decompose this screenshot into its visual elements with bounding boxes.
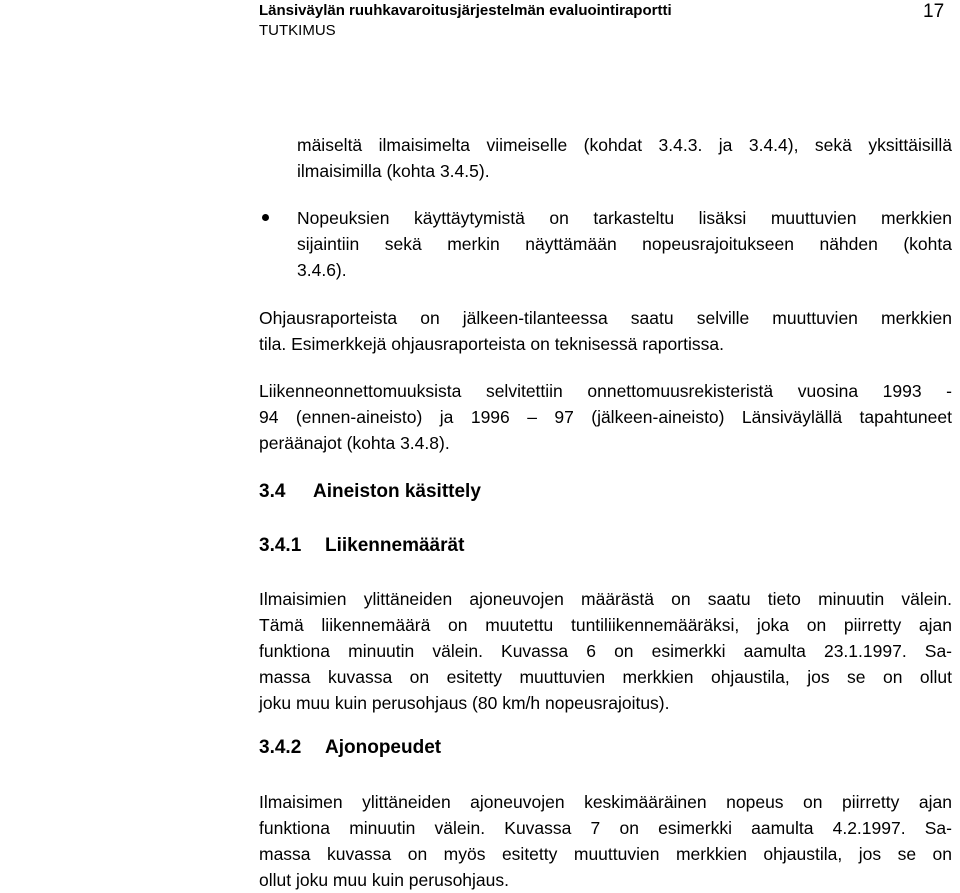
text-line: tila. Esimerkkejä ohjausraporteista on teknisessä raportissa. xyxy=(259,334,724,354)
text-line: peräänajot (kohta 3.4.8). xyxy=(259,433,450,453)
section-heading-3-4-2 xyxy=(259,735,441,761)
report-header-title: Länsiväylän ruuhkavaroitusjärjestelmän evaluointiraportti xyxy=(259,2,672,19)
bullet-point xyxy=(262,214,269,221)
page-number: 17 xyxy=(923,1,945,22)
section-heading-3-4-1 xyxy=(259,533,464,559)
section-title: Ajonopeudet xyxy=(325,737,442,758)
text-line: Ilmaisimien ylittäneiden ajoneuvojen määrästä on saatu tieto minuutin välein. xyxy=(259,589,952,609)
text-line: massa kuvassa on myös esitetty muuttuvien merkkien ohjaustila, jos se on xyxy=(259,844,952,864)
text-line: Ilmaisimen ylittäneiden ajoneuvojen keskimääräinen nopeus on piirretty ajan xyxy=(259,792,952,812)
text-line: Nopeuksien käyttäytymistä on tarkasteltu lisäksi muuttuvien merkkien xyxy=(297,208,952,228)
paragraph-driving-speeds xyxy=(259,789,952,893)
paragraph-control-reports xyxy=(259,305,952,357)
text-line: Liikenneonnettomuuksista selvitettiin onnettomuusrekisteristä vuosina 1993 - xyxy=(259,381,952,401)
text-line: Tämä liikennemäärä on muutettu tuntiliikennemääräksi, joka on piirretty ajan xyxy=(259,615,952,635)
text-line: ilmaisimilla (kohta 3.4.5). xyxy=(297,161,490,181)
text-line: Ohjausraporteista on jälkeen-tilanteessa saatu selville muuttuvien merkkien xyxy=(259,308,952,328)
text-line: ollut joku muu kuin perusohjaus. xyxy=(259,870,510,890)
section-heading-3-4 xyxy=(259,479,481,505)
text-line: funktiona minuutin välein. Kuvassa 6 on esimerkki aamulta 23.1.1997. Sa- xyxy=(259,641,952,661)
text-line: massa kuvassa on esitetty muuttuvien merkkien ohjaustila, jos se on ollut xyxy=(259,667,952,687)
text-line: 94 (ennen-aineisto) ja 1996 – 97 (jälkeen-aineisto) Länsiväylällä tapahtuneet xyxy=(259,407,952,427)
section-title: Liikennemäärät xyxy=(325,535,465,556)
text-line: joku muu kuin perusohjaus (80 km/h nopeusrajoitus). xyxy=(259,693,670,713)
text-line: funktiona minuutin välein. Kuvassa 7 on esimerkki aamulta 4.2.1997. Sa- xyxy=(259,818,952,838)
section-number: 3.4.1 xyxy=(259,535,302,556)
paragraph-accidents xyxy=(259,378,952,456)
text-line: mäiseltä ilmaisimelta viimeiselle (kohdat 3.4.3. ja 3.4.4), sekä yksittäisillä xyxy=(297,135,952,155)
bullet-item-text xyxy=(297,205,952,283)
section-number: 3.4 xyxy=(259,481,286,502)
bullet-continuation-text xyxy=(297,132,952,184)
report-header-subtitle: TUTKIMUS xyxy=(259,22,336,39)
text-line: sijaintiin sekä merkin näyttämään nopeusrajoitukseen nähden (kohta xyxy=(297,234,952,254)
section-title: Aineiston käsittely xyxy=(313,481,481,502)
paragraph-traffic-volumes xyxy=(259,586,952,716)
section-number: 3.4.2 xyxy=(259,737,302,758)
text-line: 3.4.6). xyxy=(297,260,347,280)
